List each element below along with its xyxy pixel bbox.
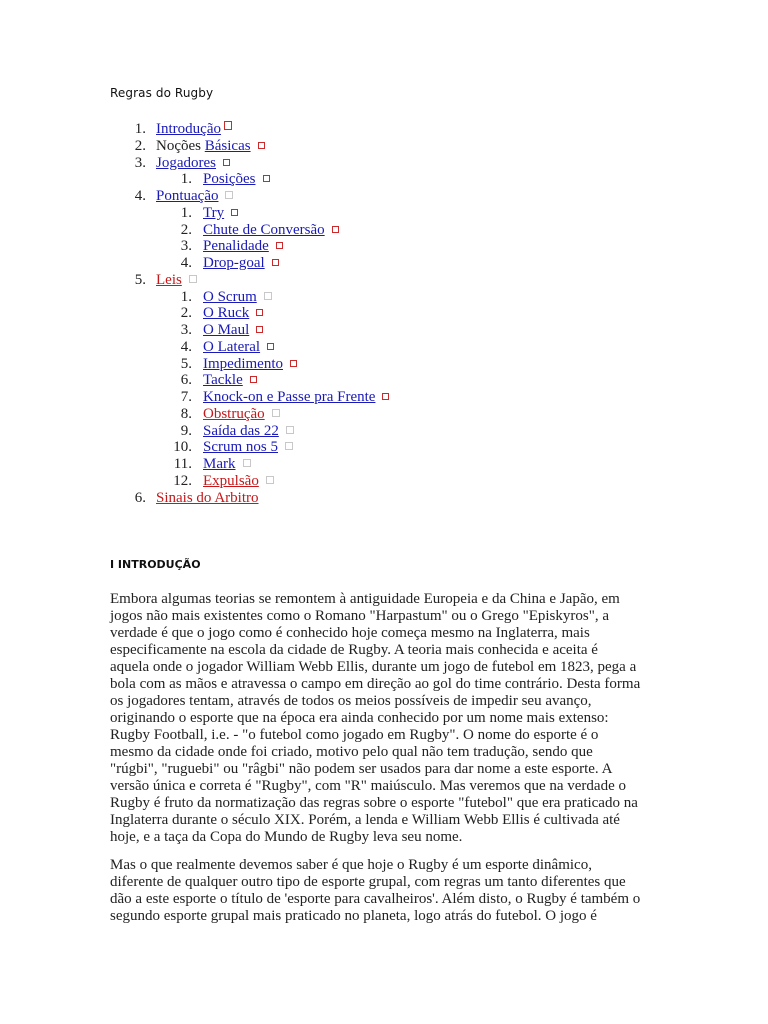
toc-item-number: 3. [134, 154, 146, 171]
toc-item-label [203, 356, 297, 373]
bookmark-marker-icon [231, 209, 238, 216]
toc-item-label [203, 205, 238, 222]
text-line: diferente de qualquer outro tipo de esporte grupal, com regras um tanto diferentes que [110, 874, 626, 890]
text-line: especificamente na escola da cidade de Rugby. A teoria mais conhecida e aceita é [110, 642, 598, 658]
toc-item-number: 8. [180, 405, 192, 422]
toc-item-number: 11. [173, 456, 192, 472]
toc-item-link[interactable]: Sinais do Arbitro [156, 489, 259, 506]
bookmark-marker-icon [256, 309, 263, 316]
toc-item-link[interactable]: O Maul [203, 322, 250, 338]
toc-item-number: 2. [180, 221, 192, 238]
toc-item-link[interactable]: Posições [203, 171, 256, 188]
toc-item-link[interactable]: Básicas [204, 137, 251, 154]
toc-item-link[interactable]: Penalidade [203, 238, 269, 255]
bookmark-marker-icon [225, 191, 233, 199]
toc-item-link[interactable]: Scrum nos 5 [203, 439, 278, 456]
toc-item-label [203, 423, 294, 440]
bookmark-marker-icon [382, 393, 389, 400]
paragraph-introduction [110, 591, 650, 846]
toc-item-number: 5. [180, 355, 192, 372]
bookmark-marker-icon [224, 121, 232, 130]
toc-item-label [156, 121, 232, 138]
text-line: segundo esporte grupal mais praticado no planeta, logo atrás do futebol. O jogo é [110, 908, 597, 924]
toc-item-link[interactable]: O Lateral [203, 338, 261, 355]
toc-item-link[interactable]: Mark [203, 456, 236, 472]
bookmark-marker-icon [285, 442, 293, 450]
toc-item-link[interactable]: Saída das 22 [203, 422, 279, 439]
toc-item-link[interactable]: Chute de Conversão [203, 221, 325, 238]
toc-item-number: 6. [134, 489, 146, 506]
toc-item-link[interactable]: Expulsão [203, 472, 259, 489]
bookmark-marker-icon [250, 376, 257, 383]
toc-item-label [203, 171, 270, 188]
toc-item-number: 3. [180, 238, 192, 255]
text-line: versão única e correta é "Rugby", com "R" maiúsculo. Mas veremos que na verdade o [110, 778, 626, 794]
toc-item-link[interactable]: Impedimento [203, 355, 283, 372]
toc-item-link[interactable]: Pontuação [156, 188, 219, 204]
toc-item-label [203, 238, 283, 255]
toc-item-label [156, 188, 233, 205]
section-heading: I INTRODUÇÃO [110, 558, 201, 571]
bookmark-marker-icon [276, 242, 283, 249]
text-line: "rúgbi", "ruguebi" ou "râgbi" não podem ser usados para dar nome a este esporte. A [110, 761, 613, 777]
toc-item-link[interactable]: Introdução [156, 121, 221, 137]
toc-item-label [203, 322, 263, 339]
text-line: Mas o que realmente devemos saber é que hoje o Rugby é um esporte dinâmico, [110, 857, 592, 873]
text-line: mesmo da cidade onde foi criado, motivo pelo qual não tem tradução, sendo que [110, 744, 593, 760]
text-line: verdade é que o jogo como é conhecido hoje começa mesmo na Inglaterra, mais [110, 625, 590, 641]
toc-item-link[interactable]: Try [203, 204, 225, 221]
toc-item-number: 1. [180, 288, 192, 305]
toc-item-number: 4. [180, 338, 192, 355]
bookmark-marker-icon [189, 275, 197, 283]
toc-item-label [203, 372, 257, 389]
text-line: hoje, e a taça da Copa do Mundo de Rugby leva seu nome. [110, 829, 463, 845]
toc-item-link[interactable]: Obstrução [203, 405, 265, 422]
bookmark-marker-icon [256, 326, 263, 333]
toc-item-number: 5. [134, 271, 146, 288]
toc-item-label [203, 439, 293, 456]
toc-item-number: 1. [180, 204, 192, 221]
toc-item-label [156, 272, 197, 289]
toc-item-text: Noções [156, 137, 205, 154]
text-line: Rugby Football, i.e. - "o futebol como jogado em Rugby". O nome do esporte é o [110, 727, 599, 743]
text-line: Rugby é fruto da normatização das regras sobre o esporte "futebol" que era praticado na [110, 795, 638, 811]
toc-item-label [156, 490, 259, 507]
bookmark-marker-icon [223, 159, 230, 166]
bookmark-marker-icon [332, 226, 339, 233]
text-line: jogos não mais existentes como o Romano "Harpastum" ou o Grego "Episkyros", a [110, 608, 609, 624]
toc-item-label [203, 473, 274, 490]
toc-item-link[interactable]: Knock-on e Passe pra Frente [203, 389, 376, 405]
toc-item-number: 1. [134, 121, 146, 137]
document-title: Regras do Rugby [110, 86, 214, 100]
toc-item-label [203, 339, 274, 356]
bookmark-marker-icon [264, 292, 272, 300]
toc-item-label [203, 456, 251, 473]
text-line: Embora algumas teorias se remontem à antiguidade Europeia e da China e Japão, em [110, 591, 620, 607]
toc-item-number: 7. [180, 389, 192, 405]
toc-item-label [203, 255, 279, 272]
toc-item-label [203, 222, 339, 239]
toc-item-number: 2. [180, 305, 192, 322]
toc-item-number: 1. [180, 171, 192, 188]
bookmark-marker-icon [267, 343, 274, 350]
toc-item-link[interactable]: Tackle [203, 372, 243, 389]
toc-item-label [156, 138, 265, 155]
toc-item-number: 9. [180, 422, 192, 439]
bookmark-marker-icon [272, 259, 279, 266]
toc-item-label [203, 389, 389, 406]
text-line: dão a este esporte o título de 'esporte para cavalheiros'. Além disto, o Rugby é também o [110, 891, 641, 907]
toc-item-link[interactable]: Leis [156, 271, 182, 288]
bookmark-marker-icon [258, 142, 265, 149]
toc-item-link[interactable]: Drop-goal [203, 255, 265, 271]
toc-item-label [203, 305, 263, 322]
bookmark-marker-icon [266, 476, 274, 484]
bookmark-marker-icon [263, 175, 270, 182]
text-line: originando o esporte que na época era ainda conhecido por um nome mais extenso: [110, 710, 609, 726]
bookmark-marker-icon [286, 426, 294, 434]
toc-item-link[interactable]: O Ruck [203, 305, 250, 322]
toc-item-number: 3. [180, 322, 192, 338]
toc-item-link[interactable]: Jogadores [156, 154, 216, 171]
bookmark-marker-icon [290, 360, 297, 367]
paragraph-dynamic-sport [110, 857, 650, 925]
text-line: os jogadores tentam, através de todos os meios possíveis de impedir seu avanço, [110, 693, 592, 709]
toc-item-number: 10. [173, 439, 192, 456]
text-line: aquela onde o jogador William Webb Ellis, durante um jogo de futebol em 1823, pega a [110, 659, 637, 675]
text-line: Inglaterra durante o século XIX. Porém, a lenda e William Webb Ellis é cultivada até [110, 812, 620, 828]
toc-item-number: 4. [180, 255, 192, 271]
bookmark-marker-icon [272, 409, 280, 417]
toc-item-number: 12. [173, 472, 192, 489]
toc-item-link[interactable]: O Scrum [203, 288, 257, 305]
toc-item-label [203, 289, 272, 306]
text-line: bola com as mãos e atravessa o campo em direção ao gol do time contrário. Desta forma [110, 676, 641, 692]
toc-item-number: 4. [134, 188, 146, 204]
toc-item-label [203, 406, 280, 423]
toc-item-label [156, 155, 230, 172]
toc-item-number: 2. [134, 137, 146, 154]
toc-item-number: 6. [180, 372, 192, 389]
bookmark-marker-icon [243, 459, 251, 467]
